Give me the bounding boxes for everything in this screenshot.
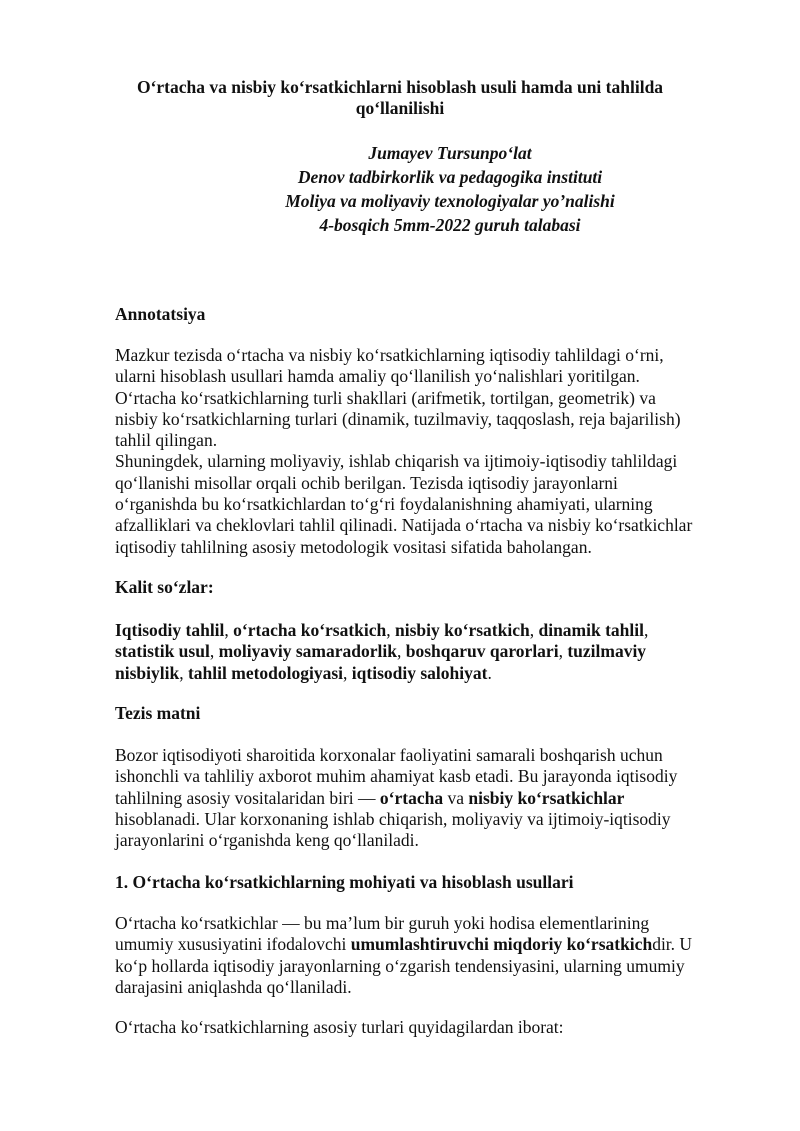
keywords-heading: Kalit so‘zlar: [115,577,214,597]
keyword: iqtisodiy salohiyat [351,662,488,683]
author-name: Jumayev Tursunpo‘lat [368,143,532,163]
annotation-line: o‘rganishda bu ko‘rsatkichlardan to‘g‘ri foydalanishning ahamiyati, ularning [115,494,653,515]
thesis-paragraph [115,745,727,851]
keyword: boshqaruv qarorlari [405,641,559,662]
keywords-list [115,620,727,684]
keywords-line-1 [115,620,727,641]
thesis-line: ishonchli va tahliliy axborot muhim ahamiyat kasb etadi. Bu jarayonda iqtisodiy [115,766,678,787]
keywords-line-2 [115,641,727,662]
keyword-separator: , [343,662,352,683]
section-emphasis: umumlashtiruvchi miqdoriy ko‘rsatkich [350,934,653,955]
thesis-text: tahlilning asosiy vositalaridan biri — [115,787,380,808]
keyword: statistik usul [115,641,210,662]
keyword: nisbiy ko‘rsatkich [395,620,530,640]
annotation-line: qo‘llanishi misollar orqali ochib berilgan. Tezisda iqtisodiy jarayonlarni [115,472,618,493]
annotation-line: O‘rtacha ko‘rsatkichlarning turli shakllari (arifmetik, tortilgan, geometrik) va [115,387,656,408]
keyword-separator: , [386,620,396,640]
keyword-separator: , [209,641,219,662]
annotation-paragraph [115,345,727,558]
keyword: dinamik tahlil [538,620,644,640]
annotation-line: iqtisodiy tahlilning asosiy metodologik vositasi sifatida baholangan. [115,536,592,557]
author-block [200,141,700,237]
annotation-line: tahlil qilingan. [115,430,218,451]
section-1-paragraph [115,913,727,998]
section-1-heading: 1. O‘rtacha ko‘rsatkichlarning mohiyati va hisoblash usullari [115,872,574,892]
annotation-line: nisbiy ko‘rsatkichlarning turlari (dinamik, tuzilmaviy, taqqoslash, reja bajarilish) [115,408,681,429]
keyword-separator: , [179,662,188,683]
author-institute: Denov tadbirkorlik va pedagogika instituti [297,167,603,187]
thesis-text: va [443,787,469,808]
thesis-line: Bozor iqtisodiyoti sharoitida korxonalar faoliyatini samarali boshqarish uchun [115,745,663,765]
thesis-line: hisoblanadi. Ular korxonaning ishlab chiqarish, moliyaviy va ijtimoiy-iqtisodiy [115,808,671,829]
keyword: Iqtisodiy tahlil [115,620,225,640]
thesis-emphasis: nisbiy ko‘rsatkichlar [468,787,625,808]
annotation-line: afzalliklari va cheklovlari tahlil qilinadi. Natijada o‘rtacha va nisbiy ko‘rsatkichlar [115,515,693,536]
keyword-separator: , [529,620,539,640]
title-line-1: O‘rtacha va nisbiy ko‘rsatkichlarni hisoblash usuli hamda uni tahlilda [136,77,664,97]
document-title [100,77,700,119]
title-line-2: qo‘llanilishi [355,98,445,118]
annotation-line: Mazkur tezisda o‘rtacha va nisbiy ko‘rsatkichlarning iqtisodiy tahlildagi o‘rni, [115,345,664,365]
keyword: tuzilmaviy [567,641,647,662]
author-group: 4-bosqich 5mm-2022 guruh talabasi [319,215,581,235]
keyword-separator: , [396,641,406,662]
annotation-heading: Annotatsiya [115,304,206,324]
author-direction: Moliya va moliyaviy texnologiyalar yo’nalishi [285,191,615,211]
thesis-line: jarayonlarini o‘rganishda keng qo‘llaniladi. [115,830,419,851]
annotation-line: ularni hisoblash usullari hamda amaliy qo‘llanilish yo‘nalishlari yoritilgan. [115,366,640,387]
section-line: ko‘p hollarda iqtisodiy jarayonlarning o‘zgarish tendensiyasini, ularning umumiy [115,955,685,976]
thesis-line-3 [115,788,727,809]
section-line: O‘rtacha ko‘rsatkichlar — bu ma’lum bir guruh yoki hodisa elementlarining [115,913,650,933]
thesis-emphasis: o‘rtacha [379,787,444,808]
section-1-types-intro: O‘rtacha ko‘rsatkichlarning asosiy turlari quyidagilardan iborat: [115,1017,564,1037]
keywords-line-3 [115,663,727,684]
keyword: o‘rtacha ko‘rsatkich [233,620,387,640]
section-line: darajasini aniqlashda qo‘llaniladi. [115,976,352,997]
keyword-end: . [487,662,492,683]
keyword-separator: , [224,620,234,640]
keyword: tahlil metodologiyasi [187,662,344,683]
section-text: umumiy xususiyatini ifodalovchi [115,934,351,955]
keyword: moliyaviy samaradorlik [218,641,397,662]
thesis-heading: Tezis matni [115,703,201,723]
keyword-separator: , [644,620,649,640]
section-text: dir. U [652,934,693,955]
keyword: nisbiylik [115,662,180,683]
keyword-separator: , [558,641,568,662]
annotation-line: Shuningdek, ularning moliyaviy, ishlab chiqarish va ijtimoiy-iqtisodiy tahlildagi [115,451,678,472]
section-line-2 [115,934,727,955]
